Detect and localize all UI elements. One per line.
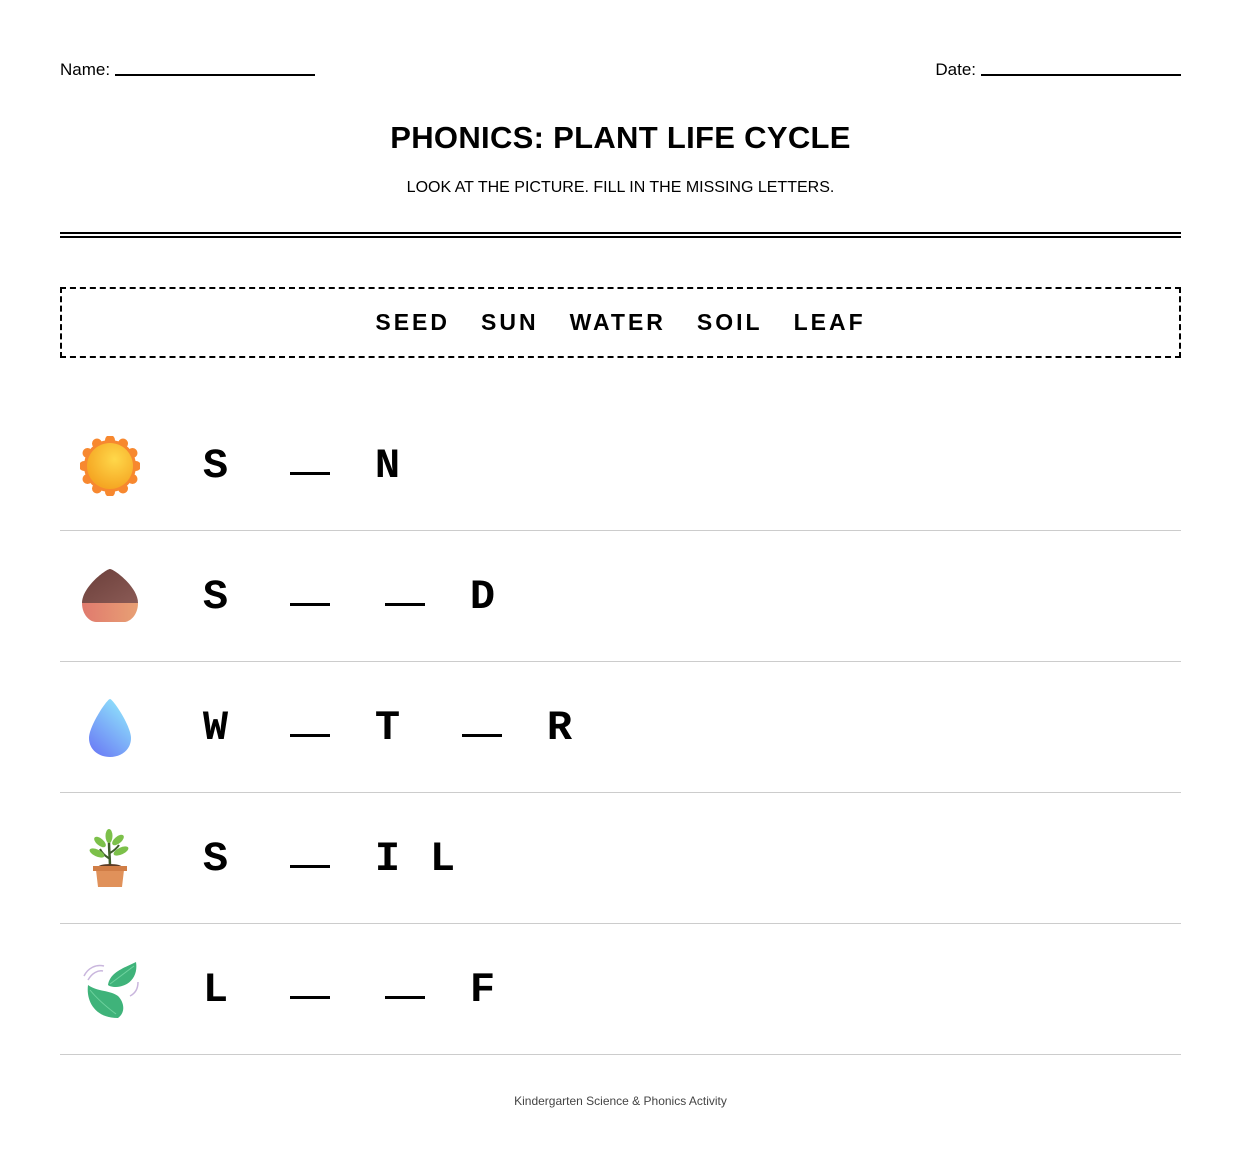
letter-pattern — [200, 442, 449, 490]
seed-icon — [80, 567, 140, 627]
header-row — [60, 58, 1181, 82]
name-label: Name: — [60, 60, 111, 79]
given-letter: L — [429, 835, 456, 883]
page-title: PHONICS: PLANT LIFE CYCLE — [390, 120, 851, 155]
missing-letter-blank[interactable] — [462, 734, 502, 737]
footer-caption: Kindergarten Science & Phonics Activity — [514, 1094, 727, 1108]
word-bank-item: WATER — [569, 309, 666, 335]
date-label: Date: — [935, 60, 976, 79]
instructions: LOOK AT THE PICTURE. FILL IN THE MISSING LETTERS. — [406, 179, 835, 196]
potted-plant-icon — [80, 829, 140, 889]
letter-pattern — [200, 966, 544, 1014]
word-bank — [60, 287, 1181, 358]
double-divider — [60, 232, 1181, 238]
letter-pattern — [200, 573, 544, 621]
given-letter: F — [469, 966, 496, 1014]
given-letter: S — [202, 442, 229, 490]
missing-letter-blank[interactable] — [290, 472, 330, 475]
water-drop-icon — [80, 698, 140, 758]
exercise-row-water — [60, 662, 1181, 793]
given-letter: R — [546, 704, 573, 752]
missing-letter-blank[interactable] — [290, 603, 330, 606]
given-letter: W — [202, 704, 229, 752]
missing-letter-blank[interactable] — [290, 865, 330, 868]
missing-letter-blank[interactable] — [385, 603, 425, 606]
sun-icon — [80, 436, 140, 496]
name-field — [60, 58, 315, 81]
given-letter: D — [469, 573, 496, 621]
word-bank-item: SOIL — [696, 309, 763, 335]
letter-pattern — [200, 835, 504, 883]
word-bank-item: SUN — [481, 309, 539, 335]
exercise-row-soil — [60, 793, 1181, 924]
given-letter: I — [374, 835, 401, 883]
given-letter: N — [374, 442, 401, 490]
exercise-row-seed — [60, 531, 1181, 662]
missing-letter-blank[interactable] — [290, 996, 330, 999]
given-letter: T — [374, 704, 401, 752]
given-letter: S — [202, 573, 229, 621]
date-blank-line[interactable] — [981, 58, 1181, 76]
exercise-row-leaf — [60, 924, 1181, 1055]
missing-letter-blank[interactable] — [385, 996, 425, 999]
letter-pattern — [200, 704, 621, 752]
date-field — [935, 58, 1181, 81]
word-bank-item: LEAF — [793, 309, 866, 335]
exercise-row-sun — [60, 400, 1181, 531]
word-bank-item: SEED — [375, 309, 450, 335]
leaf-icon — [80, 960, 140, 1020]
missing-letter-blank[interactable] — [290, 734, 330, 737]
name-blank-line[interactable] — [115, 58, 315, 76]
exercise-list — [60, 400, 1181, 1055]
given-letter: L — [202, 966, 229, 1014]
given-letter: S — [202, 835, 229, 883]
